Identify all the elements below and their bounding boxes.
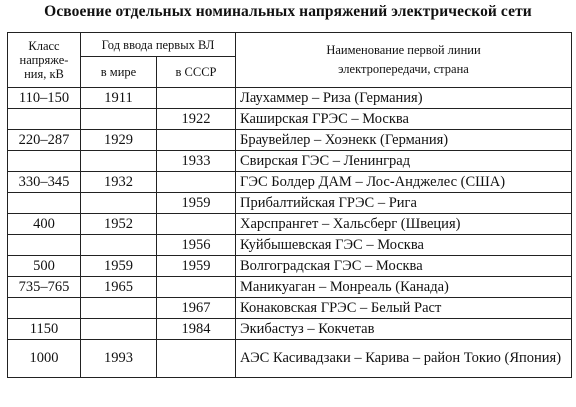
voltage-cell: [8, 193, 81, 214]
ussr-year-cell: [157, 172, 236, 193]
ussr-year-cell: 1967: [157, 298, 236, 319]
voltage-cell: 500: [8, 256, 81, 277]
world-year-cell: [81, 298, 157, 319]
line-name-cell: Куйбышевская ГЭС – Москва: [236, 235, 572, 256]
world-year-cell: [81, 109, 157, 130]
line-name-cell: Свирская ГЭС – Ленинград: [236, 151, 572, 172]
ussr-year-cell: [157, 130, 236, 151]
ussr-year-cell: [157, 214, 236, 235]
voltage-cell: 400: [8, 214, 81, 235]
voltage-cell: 1150: [8, 319, 81, 340]
line-name-cell: Браувейлер – Хоэнекк (Германия): [236, 130, 572, 151]
world-year-cell: 1959: [81, 256, 157, 277]
voltage-cell: 1000: [8, 340, 81, 378]
table-row: [8, 193, 572, 214]
world-year-cell: 1929: [81, 130, 157, 151]
ussr-year-cell: [157, 277, 236, 298]
table-row: [8, 151, 572, 172]
voltage-cell: [8, 151, 81, 172]
line-name-cell: Экибастуз – Кокчетав: [236, 319, 572, 340]
ussr-year-cell: [157, 340, 236, 378]
table-row: [8, 340, 572, 378]
world-year-cell: [81, 235, 157, 256]
table-row: [8, 109, 572, 130]
table-row: [8, 235, 572, 256]
voltage-cell: 330–345: [8, 172, 81, 193]
table-row: [8, 298, 572, 319]
header-voltage-class: [8, 33, 81, 88]
table-row: [8, 172, 572, 193]
world-year-cell: 1952: [81, 214, 157, 235]
ussr-year-cell: 1959: [157, 256, 236, 277]
voltage-cell: 220–287: [8, 130, 81, 151]
line-name-cell: Прибалтийская ГРЭС – Рига: [236, 193, 572, 214]
voltage-cell: 110–150: [8, 88, 81, 109]
ussr-year-cell: 1933: [157, 151, 236, 172]
header-ussr: в СССР: [157, 57, 236, 88]
line-name-cell: Маникуаган – Монреаль (Канада): [236, 277, 572, 298]
line-name-cell: АЭС Касивадзаки – Карива – район Токио (Япония): [236, 340, 572, 378]
table-row: [8, 130, 572, 151]
table-row: [8, 277, 572, 298]
table-row: [8, 256, 572, 277]
page-title: Освоение отдельных номинальных напряжений электрической сети: [44, 3, 532, 20]
voltage-cell: 735–765: [8, 277, 81, 298]
voltage-history-table: [7, 32, 572, 378]
voltage-cell: [8, 235, 81, 256]
header-world: в мире: [81, 57, 157, 88]
header-line-name-text: Наименование первой линии электропередачи, страна: [326, 43, 481, 76]
line-name-cell: Харспрангет – Хальсберг (Швеция): [236, 214, 572, 235]
header-first-lines-year: Год ввода первых ВЛ: [81, 33, 236, 57]
world-year-cell: [81, 319, 157, 340]
line-name-cell: Конаковская ГРЭС – Белый Раст: [236, 298, 572, 319]
header-voltage-class-text: Класс напряже-ния, кВ: [19, 39, 69, 81]
ussr-year-cell: 1984: [157, 319, 236, 340]
line-name-cell: Лаухаммер – Риза (Германия): [236, 88, 572, 109]
world-year-cell: 1965: [81, 277, 157, 298]
world-year-cell: [81, 151, 157, 172]
line-name-cell: ГЭС Болдер ДАМ – Лос-Анджелес (США): [236, 172, 572, 193]
world-year-cell: 1911: [81, 88, 157, 109]
world-year-cell: 1993: [81, 340, 157, 378]
line-name-cell: Волгоградская ГЭС – Москва: [236, 256, 572, 277]
ussr-year-cell: 1956: [157, 235, 236, 256]
ussr-year-cell: [157, 88, 236, 109]
line-name-cell: Каширская ГРЭС – Москва: [236, 109, 572, 130]
world-year-cell: [81, 193, 157, 214]
voltage-cell: [8, 298, 81, 319]
ussr-year-cell: 1959: [157, 193, 236, 214]
table-row: [8, 214, 572, 235]
table-row: [8, 88, 572, 109]
world-year-cell: 1932: [81, 172, 157, 193]
ussr-year-cell: 1922: [157, 109, 236, 130]
table-row: [8, 319, 572, 340]
header-line-name: [236, 33, 572, 88]
voltage-cell: [8, 109, 81, 130]
table-body: [8, 88, 572, 378]
